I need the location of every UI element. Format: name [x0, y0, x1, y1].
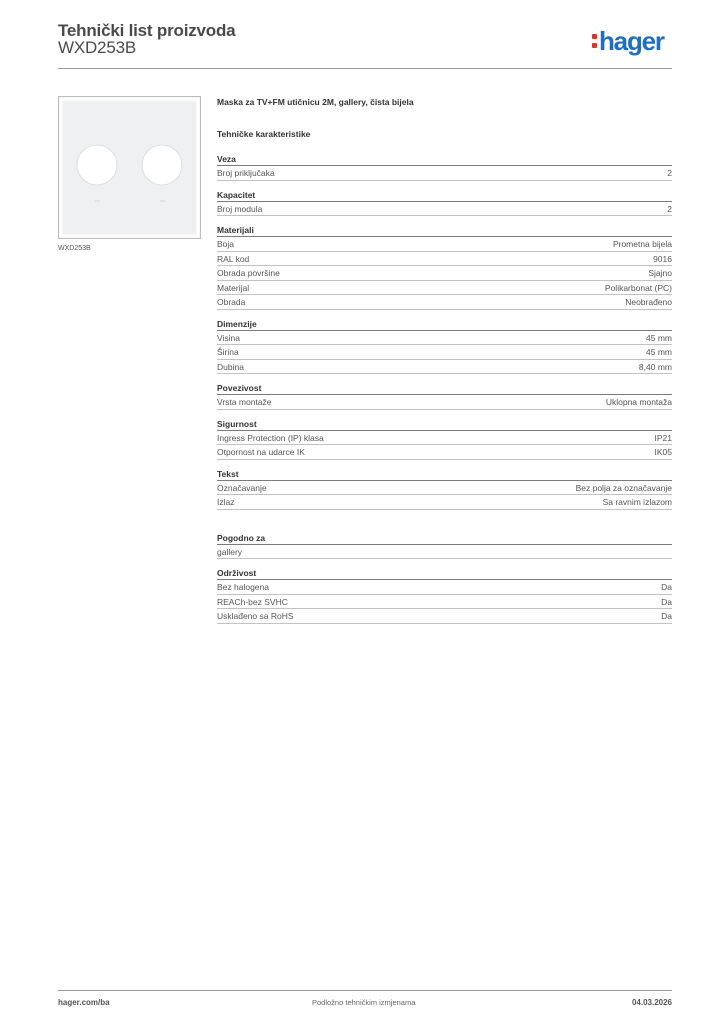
spec-value: Sa ravnim izlazom [602, 497, 672, 507]
section-spacer [217, 374, 672, 382]
spec-row [217, 266, 672, 281]
spec-value: Bez polja za označavanje [575, 482, 672, 493]
section-title: Održivost [217, 567, 672, 580]
spec-label: Izlaz [217, 497, 235, 507]
spec-row [217, 252, 672, 267]
spec-value: Da [661, 582, 672, 592]
spec-value: 2 [667, 203, 672, 214]
spec-row [217, 445, 672, 460]
logo-text: hager [599, 26, 664, 56]
footer-divider [58, 990, 672, 991]
spec-label: Broj modula [217, 203, 263, 214]
spec-value: 2 [667, 168, 672, 178]
spec-value: Sjajno [648, 268, 672, 278]
spec-value: Da [661, 611, 672, 621]
spec-value: Polikarbonat (PC) [604, 282, 672, 293]
section-spacer [217, 216, 672, 224]
spec-section [217, 532, 672, 560]
section-spacer [217, 410, 672, 418]
document-title: Tehnički list proizvoda [58, 21, 236, 40]
spec-row [217, 237, 672, 252]
spec-value: Uklopna montaža [605, 397, 672, 407]
spec-section [217, 418, 672, 460]
hager-logo[interactable] [592, 26, 664, 56]
spec-row [217, 360, 672, 375]
spec-value: 45 mm [646, 347, 672, 357]
spec-row [217, 495, 672, 510]
spec-label: Materijal [217, 282, 250, 293]
spec-label: Obrada [217, 297, 246, 307]
spec-section [217, 382, 672, 410]
spec-row [217, 481, 672, 496]
footer-note: Podložno tehničkim izmjenama [312, 998, 416, 1007]
spec-row [217, 166, 672, 181]
spec-section [217, 189, 672, 217]
spec-value: 8,40 mm [638, 361, 672, 372]
section-title: Veza [217, 153, 672, 166]
spec-label: Ingress Protection (IP) klasa [217, 432, 324, 443]
spec-sections [217, 153, 672, 632]
product-description: Maska za TV+FM utičnicu 2M, gallery, čista bijela [217, 97, 414, 107]
spec-label: Visina [217, 332, 240, 343]
spec-content [217, 96, 672, 632]
logo-dots-icon [592, 34, 597, 52]
spec-value: Neobrađeno [625, 297, 672, 307]
spec-value: IP21 [654, 432, 672, 443]
spec-row [217, 281, 672, 296]
spec-label: Broj priključaka [217, 168, 275, 178]
spec-row [217, 609, 672, 624]
section-spacer [217, 181, 672, 189]
section-spacer [217, 460, 672, 468]
spec-section [217, 318, 672, 375]
spec-section [217, 224, 672, 310]
spec-value: 9016 [653, 253, 672, 264]
spec-row [217, 202, 672, 217]
spec-value: IK05 [654, 447, 672, 457]
spec-section [217, 468, 672, 510]
spec-row [217, 331, 672, 346]
spec-label: RAL kod [217, 253, 250, 264]
spec-row [217, 295, 672, 310]
spec-value: Da [661, 596, 672, 607]
section-spacer [217, 559, 672, 567]
spec-label: Obrada površine [217, 268, 280, 278]
section-title: Kapacitet [217, 189, 672, 202]
spec-label: Vrsta montaže [217, 397, 272, 407]
spec-row [217, 595, 672, 610]
section-title: Materijali [217, 224, 672, 237]
spec-label: REACh-bez SVHC [217, 596, 288, 607]
section-spacer [217, 510, 672, 532]
section-spacer [217, 624, 672, 632]
product-code: WXD253B [58, 38, 136, 57]
spec-row [217, 431, 672, 446]
image-caption: WXD253B [58, 245, 91, 252]
spec-label: Dubina [217, 361, 244, 372]
spec-label: Otpornost na udarce IK [217, 447, 305, 457]
footer-website-link[interactable]: hager.com/ba [58, 998, 110, 1007]
spec-label: Bez halogena [217, 582, 269, 592]
section-title: Dimenzije [217, 318, 672, 331]
spec-row [217, 580, 672, 595]
spec-section [217, 153, 672, 181]
socket-cover-image [58, 96, 201, 239]
spec-row [217, 395, 672, 410]
footer-date: 04.03.2026 [631, 998, 672, 1007]
section-title: Pogodno za [217, 532, 672, 545]
header-divider [58, 68, 672, 69]
spec-label: Označavanje [217, 482, 267, 493]
section-title: Tekst [217, 468, 672, 481]
spec-row [217, 545, 672, 560]
tech-characteristics-heading: Tehničke karakteristike [217, 129, 311, 139]
section-title: Sigurnost [217, 418, 672, 431]
spec-label: gallery [217, 546, 243, 557]
spec-label: Usklađeno sa RoHS [217, 611, 294, 621]
spec-section [217, 567, 672, 624]
spec-label: Boja [217, 239, 235, 249]
section-spacer [217, 310, 672, 318]
spec-value: 45 mm [646, 332, 672, 343]
spec-row [217, 345, 672, 360]
spec-label: Širina [217, 347, 239, 357]
section-title: Povezivost [217, 382, 672, 395]
spec-value: Prometna bijela [612, 239, 672, 249]
